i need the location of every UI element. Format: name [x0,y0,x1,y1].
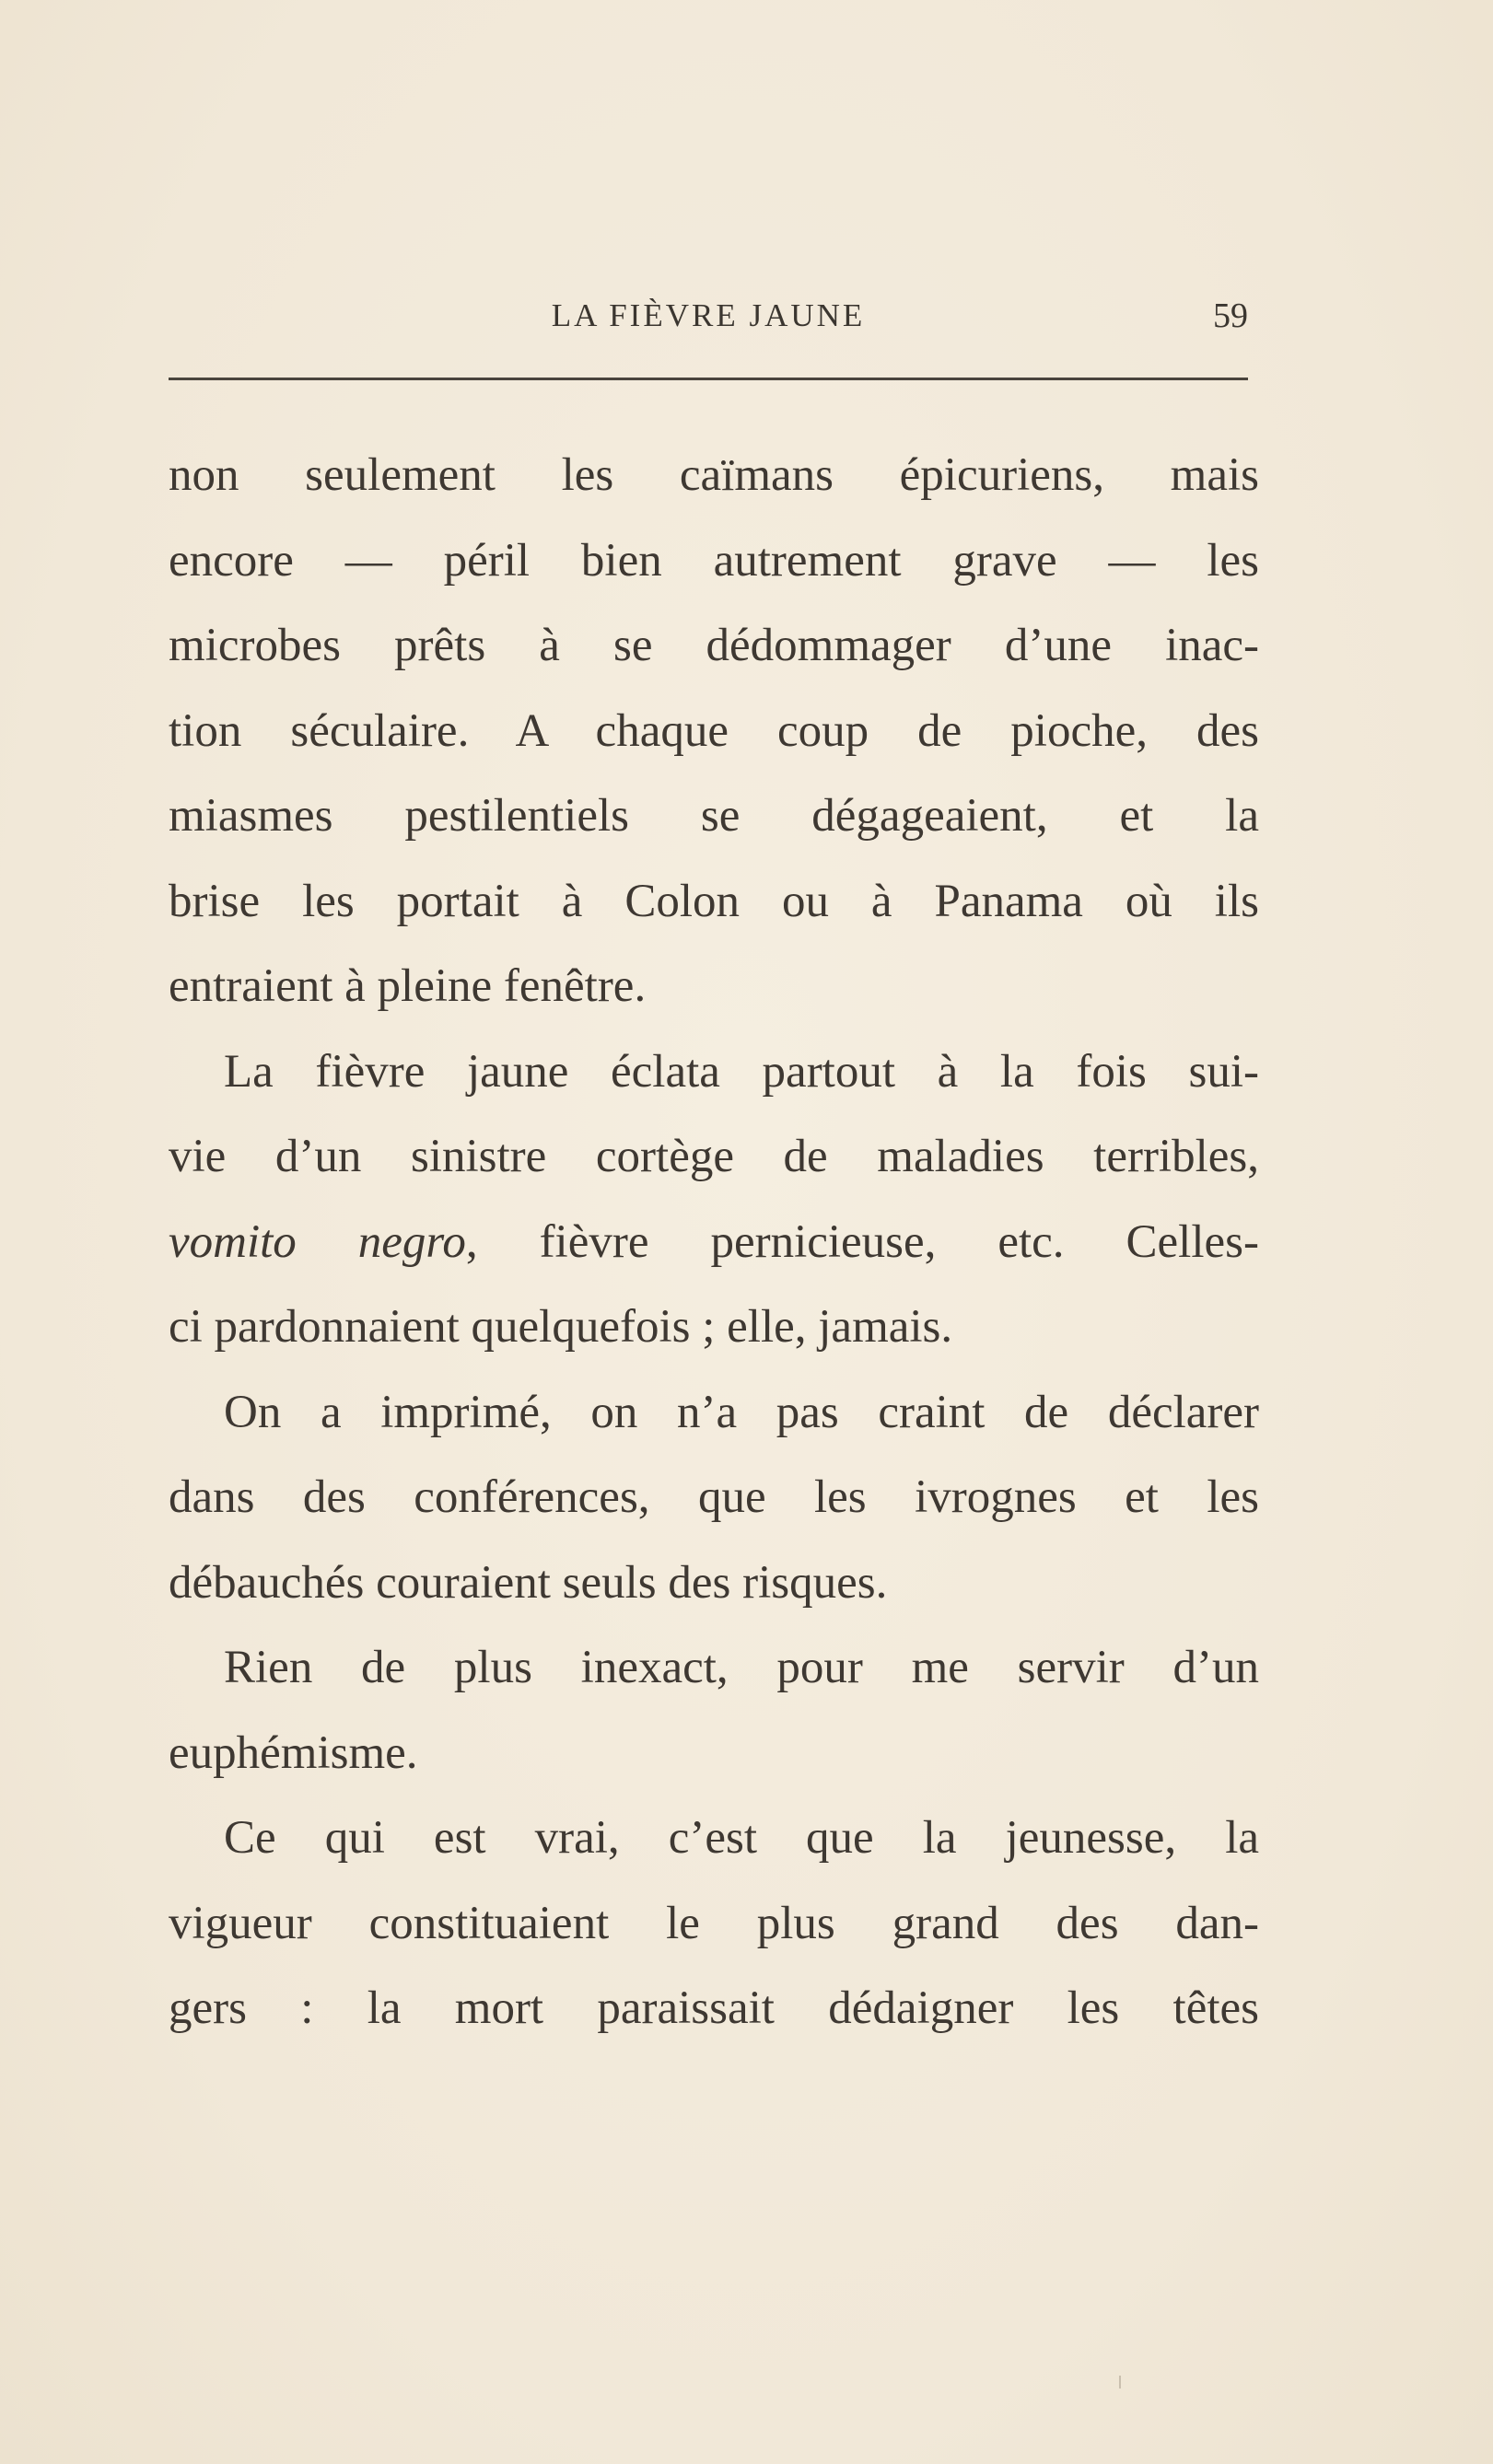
paragraph-start-line: Ce qui est vrai, c’est que la jeunesse, la [224,1812,1259,1864]
paragraph-end-line: entraient à pleine fenêtre. [169,960,647,1012]
page-number: 59 [1213,296,1248,335]
text-line: gers : la mort paraissait dédaigner les têtes [169,1982,1259,2034]
text-line-italic [169,1200,1259,1285]
header-rule [169,378,1248,380]
text-line: tion séculaire. A chaque coup de pioche, des [169,704,1259,757]
italic-phrase: vomito negro [169,1215,466,1268]
paragraph-start-line: La fièvre jaune éclata partout à la fois sui- [224,1045,1259,1098]
paragraph-start-line: On a imprimé, on n’a pas craint de déclarer [224,1386,1259,1438]
paper-speck [1119,2376,1121,2388]
text-line: miasmes pestilentiels se dégageaient, et la [169,790,1259,842]
line-continuation: , fièvre pernicieuse, etc. Celles- [465,1215,1259,1268]
running-title: LA FIÈVRE JAUNE [551,297,866,333]
page-header [169,293,1248,339]
paragraph-end-line: euphémisme. [169,1726,418,1779]
text-line: non seulement les caïmans épicuriens, mais [169,449,1259,501]
text-line: microbes prêts à se dédommager d’une inac- [169,620,1259,671]
text-line: vie d’un sinistre cortège de maladies terribles, [169,1131,1259,1182]
text-line: encore — péril bien autrement grave — les [169,534,1259,587]
text-line: dans des conférences, que les ivrognes et les [169,1471,1259,1523]
paragraph-start-line: Rien de plus inexact, pour me servir d’un [224,1642,1259,1693]
text-line: vigueur constituaient le plus grand des dan- [169,1897,1259,1949]
paragraph-end-line: ci pardonnaient quelquefois ; elle, jamais. [169,1301,953,1353]
body-text [169,433,1259,2051]
paragraph-end-line: débauchés couraient seuls des risques. [169,1556,888,1609]
text-line: brise les portait à Colon ou à Panama où ils [169,875,1259,927]
